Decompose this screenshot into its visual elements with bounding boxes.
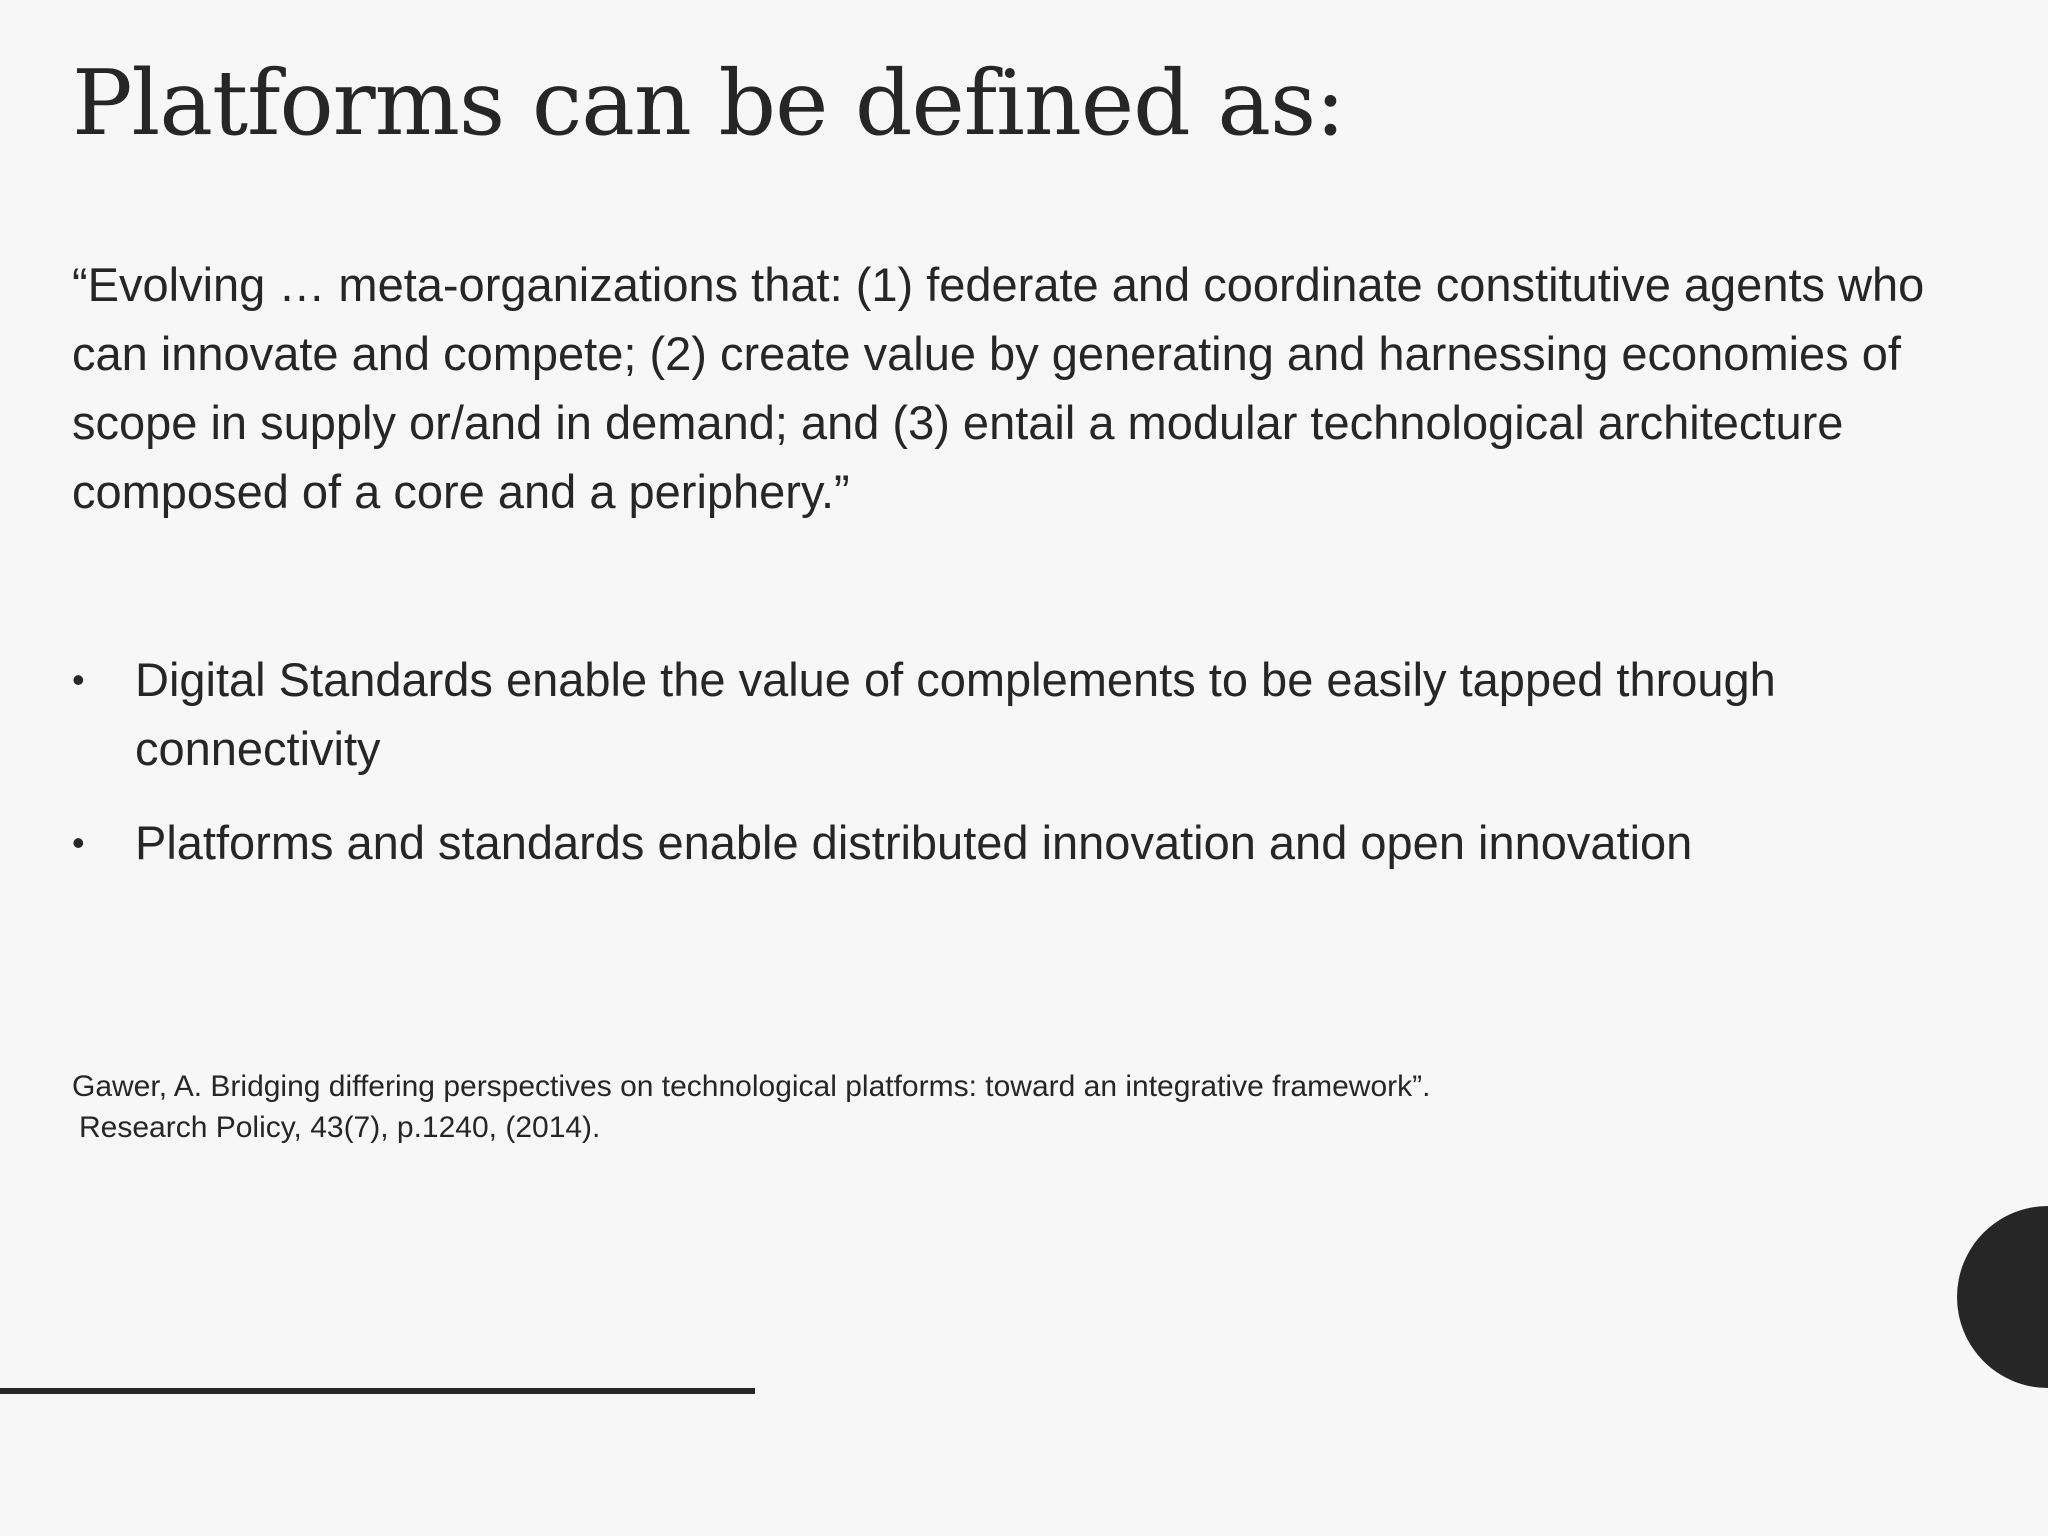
- bullet-text: Digital Standards enable the value of complements to be easily tapped through connectivity: [135, 653, 1776, 775]
- slide-title: Platforms can be defined as:: [72, 51, 1345, 156]
- bullet-item: [72, 808, 1952, 877]
- bullet-item: [72, 645, 1952, 783]
- citation-line-2: Research Policy, 43(7), p.1240, (2014).: [79, 1111, 601, 1144]
- bullet-marker: •: [72, 822, 85, 863]
- citation: [72, 1066, 1772, 1148]
- decorative-rule: [0, 1388, 755, 1394]
- decorative-circle: [1957, 1206, 2048, 1388]
- bullet-text: Platforms and standards enable distributed innovation and open innovation: [135, 816, 1693, 869]
- definition-quote: “Evolving … meta-organizations that: (1) federate and coordinate constitutive agents who can innovate and compete; (2) create value by generating and harnessing economies of scope in supply or/and in demand; and (3) entail a modular technological architecture composed of a core and a periphery.”: [72, 258, 1925, 518]
- citation-line-1: Gawer, A. Bridging differing perspectives on technological platforms: toward an integrative framework”.: [72, 1070, 1431, 1103]
- bullet-marker: •: [72, 659, 85, 700]
- bullet-list: [72, 645, 1952, 902]
